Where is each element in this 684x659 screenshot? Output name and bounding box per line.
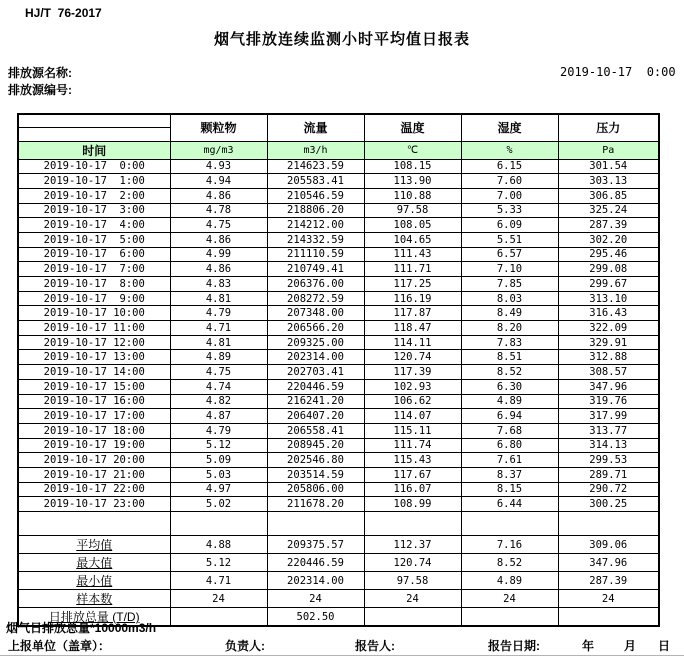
- table-row: [18, 247, 659, 262]
- time-cell: 2019-10-17 15:00: [18, 379, 170, 394]
- pressure-value-cell: 314.13: [558, 438, 659, 453]
- summary-pressure-cell: 287.39: [558, 572, 659, 590]
- pm-value-cell: 4.81: [170, 335, 267, 350]
- pressure-value-cell: 316.43: [558, 306, 659, 321]
- flow-value-cell: 208272.59: [267, 291, 364, 306]
- humidity-value-cell: 7.68: [461, 423, 558, 438]
- pressure-value-cell: 313.10: [558, 291, 659, 306]
- pressure-value-cell: 289.71: [558, 467, 659, 482]
- time-cell: 2019-10-17 20:00: [18, 453, 170, 468]
- flow-value-cell: 210749.41: [267, 262, 364, 277]
- flow-value-cell: 214332.59: [267, 232, 364, 247]
- humidity-value-cell: 7.60: [461, 174, 558, 189]
- humidity-value-cell: 6.15: [461, 159, 558, 174]
- time-cell: 2019-10-17 3:00: [18, 203, 170, 218]
- flow-value-cell: 216241.20: [267, 394, 364, 409]
- summary-temperature-cell: 97.58: [364, 572, 461, 590]
- humidity-value-cell: 7.83: [461, 335, 558, 350]
- table-row: [18, 321, 659, 336]
- hourly-data-rows: [18, 159, 659, 512]
- spacer-row: [18, 512, 659, 536]
- responsible-person-label: 负责人:: [225, 639, 265, 653]
- day-label: 日: [658, 639, 671, 653]
- time-cell: 2019-10-17 10:00: [18, 306, 170, 321]
- flow-value-cell: 206407.20: [267, 409, 364, 424]
- temperature-value-cell: 115.43: [364, 453, 461, 468]
- table-row: [18, 203, 659, 218]
- humidity-value-cell: 8.03: [461, 291, 558, 306]
- humidity-value-cell: 6.80: [461, 438, 558, 453]
- spacer-cell: [18, 512, 170, 536]
- humidity-value-cell: 7.00: [461, 188, 558, 203]
- summary-pm-cell: 4.88: [170, 536, 267, 554]
- table-row: [18, 409, 659, 424]
- flow-value-cell: 210546.59: [267, 188, 364, 203]
- pm-value-cell: 5.09: [170, 453, 267, 468]
- time-cell: 2019-10-17 23:00: [18, 497, 170, 512]
- temperature-value-cell: 111.71: [364, 262, 461, 277]
- summary-row: [18, 536, 659, 554]
- reporter-label: 报告人:: [355, 639, 395, 653]
- column-header-pressure: 压力: [558, 114, 659, 141]
- humidity-value-cell: 8.20: [461, 321, 558, 336]
- humidity-value-cell: 6.57: [461, 247, 558, 262]
- temperature-value-cell: 108.05: [364, 218, 461, 233]
- temperature-value-cell: 114.07: [364, 409, 461, 424]
- summary-pm-cell: 4.71: [170, 572, 267, 590]
- time-cell: 2019-10-17 13:00: [18, 350, 170, 365]
- humidity-value-cell: 7.10: [461, 262, 558, 277]
- report-datetime: 2019-10-17 0:00: [560, 65, 676, 79]
- temperature-value-cell: 115.11: [364, 423, 461, 438]
- pm-value-cell: 5.03: [170, 467, 267, 482]
- spacer-cell: [461, 512, 558, 536]
- table-row: [18, 188, 659, 203]
- summary-temperature-cell: 112.37: [364, 536, 461, 554]
- flow-value-cell: 206566.20: [267, 321, 364, 336]
- pm-value-cell: 4.79: [170, 306, 267, 321]
- temperature-value-cell: 113.90: [364, 174, 461, 189]
- summary-label-cell: 最小值: [18, 572, 170, 590]
- flow-value-cell: 214623.59: [267, 159, 364, 174]
- pm-value-cell: 4.86: [170, 188, 267, 203]
- pressure-value-cell: 306.85: [558, 188, 659, 203]
- flow-value-cell: 202314.00: [267, 350, 364, 365]
- time-cell: 2019-10-17 17:00: [18, 409, 170, 424]
- table-row: [18, 379, 659, 394]
- flow-value-cell: 208945.20: [267, 438, 364, 453]
- pm-value-cell: 4.83: [170, 277, 267, 292]
- summary-row: [18, 554, 659, 572]
- pm-value-cell: 4.81: [170, 291, 267, 306]
- source-code-label: 排放源编号:: [8, 83, 72, 97]
- summary-rows: [18, 536, 659, 627]
- pm-value-cell: 4.82: [170, 394, 267, 409]
- column-header-pm: 颗粒物: [170, 114, 267, 141]
- humidity-value-cell: 8.51: [461, 350, 558, 365]
- temperature-value-cell: 116.07: [364, 482, 461, 497]
- temperature-value-cell: 117.67: [364, 467, 461, 482]
- summary-row: [18, 590, 659, 608]
- pressure-value-cell: 299.67: [558, 277, 659, 292]
- temperature-value-cell: 114.11: [364, 335, 461, 350]
- temperature-value-cell: 117.39: [364, 365, 461, 380]
- flow-value-cell: 214212.00: [267, 218, 364, 233]
- pressure-value-cell: 290.72: [558, 482, 659, 497]
- spacer-cell: [364, 512, 461, 536]
- temperature-value-cell: 116.19: [364, 291, 461, 306]
- time-cell: 2019-10-17 12:00: [18, 335, 170, 350]
- pm-value-cell: 4.86: [170, 262, 267, 277]
- table-row: [18, 174, 659, 189]
- pm-value-cell: 4.75: [170, 218, 267, 233]
- time-cell: 2019-10-17 16:00: [18, 394, 170, 409]
- summary-humidity-cell: 4.89: [461, 572, 558, 590]
- report-date-label: 报告日期:: [488, 639, 540, 653]
- temperature-value-cell: 118.47: [364, 321, 461, 336]
- spacer-section: [18, 512, 659, 536]
- table-row: [18, 218, 659, 233]
- pm-value-cell: 4.97: [170, 482, 267, 497]
- standard-code: HJ/T 76-2017: [25, 6, 102, 20]
- time-cell: 2019-10-17 19:00: [18, 438, 170, 453]
- column-header-flow: 流量: [267, 114, 364, 141]
- time-cell: 2019-10-17 18:00: [18, 423, 170, 438]
- pm-value-cell: 4.99: [170, 247, 267, 262]
- header-row-top: [18, 114, 659, 128]
- pressure-value-cell: 295.46: [558, 247, 659, 262]
- humidity-value-cell: 8.37: [461, 467, 558, 482]
- time-cell: 2019-10-17 14:00: [18, 365, 170, 380]
- pm-value-cell: 4.71: [170, 321, 267, 336]
- pressure-value-cell: 347.96: [558, 379, 659, 394]
- table-row: [18, 159, 659, 174]
- temperature-value-cell: 108.99: [364, 497, 461, 512]
- humidity-value-cell: 4.89: [461, 394, 558, 409]
- flow-value-cell: 202703.41: [267, 365, 364, 380]
- flow-value-cell: 209325.00: [267, 335, 364, 350]
- spacer-cell: [170, 512, 267, 536]
- humidity-value-cell: 7.61: [461, 453, 558, 468]
- summary-pressure-cell: 309.06: [558, 536, 659, 554]
- pm-value-cell: 4.89: [170, 350, 267, 365]
- summary-humidity-cell: 24: [461, 590, 558, 608]
- table-row: [18, 438, 659, 453]
- bottom-divider: [0, 655, 684, 656]
- humidity-value-cell: 6.94: [461, 409, 558, 424]
- flow-value-cell: 205583.41: [267, 174, 364, 189]
- pressure-value-cell: 308.57: [558, 365, 659, 380]
- flow-value-cell: 206376.00: [267, 277, 364, 292]
- unit-pressure: Pa: [558, 141, 659, 159]
- time-cell: 2019-10-17 9:00: [18, 291, 170, 306]
- summary-flow-cell: 502.50: [267, 608, 364, 627]
- summary-flow-cell: 220446.59: [267, 554, 364, 572]
- pressure-value-cell: 302.20: [558, 232, 659, 247]
- humidity-value-cell: 6.30: [461, 379, 558, 394]
- pm-value-cell: 4.87: [170, 409, 267, 424]
- summary-flow-cell: 202314.00: [267, 572, 364, 590]
- summary-label-cell: 平均值: [18, 536, 170, 554]
- temperature-value-cell: 108.15: [364, 159, 461, 174]
- pressure-value-cell: 317.99: [558, 409, 659, 424]
- humidity-value-cell: 8.15: [461, 482, 558, 497]
- table-row: [18, 232, 659, 247]
- summary-humidity-cell: 8.52: [461, 554, 558, 572]
- pressure-value-cell: 287.39: [558, 218, 659, 233]
- pm-value-cell: 4.86: [170, 232, 267, 247]
- time-cell: 2019-10-17 7:00: [18, 262, 170, 277]
- table-row: [18, 277, 659, 292]
- pressure-value-cell: 303.13: [558, 174, 659, 189]
- table-row: [18, 365, 659, 380]
- summary-pm-cell: [170, 608, 267, 627]
- unit-temperature: ℃: [364, 141, 461, 159]
- summary-temperature-cell: [364, 608, 461, 627]
- table-header: [18, 114, 659, 159]
- column-header-temperature: 温度: [364, 114, 461, 141]
- temperature-value-cell: 106.62: [364, 394, 461, 409]
- flow-value-cell: 211110.59: [267, 247, 364, 262]
- source-name-label: 排放源名称:: [8, 66, 72, 80]
- unit-pm: mg/m3: [170, 141, 267, 159]
- pressure-value-cell: 300.25: [558, 497, 659, 512]
- report-unit-label: 上报单位（盖章）：: [8, 639, 111, 653]
- humidity-value-cell: 5.51: [461, 232, 558, 247]
- time-cell: 2019-10-17 0:00: [18, 159, 170, 174]
- header-empty-cell-top: [18, 114, 170, 128]
- monitoring-table: [17, 113, 660, 627]
- humidity-value-cell: 7.85: [461, 277, 558, 292]
- summary-row: [18, 572, 659, 590]
- temperature-value-cell: 97.58: [364, 203, 461, 218]
- pm-value-cell: 4.74: [170, 379, 267, 394]
- humidity-value-cell: 8.49: [461, 306, 558, 321]
- pressure-value-cell: 325.24: [558, 203, 659, 218]
- temperature-value-cell: 111.43: [364, 247, 461, 262]
- summary-flow-cell: 24: [267, 590, 364, 608]
- summary-pm-cell: 5.12: [170, 554, 267, 572]
- table-row: [18, 423, 659, 438]
- temperature-value-cell: 120.74: [364, 350, 461, 365]
- temperature-value-cell: 102.93: [364, 379, 461, 394]
- table-row: [18, 306, 659, 321]
- spacer-cell: [267, 512, 364, 536]
- year-label: 年: [582, 639, 595, 653]
- time-cell: 2019-10-17 5:00: [18, 232, 170, 247]
- pressure-value-cell: 329.91: [558, 335, 659, 350]
- pm-value-cell: 4.78: [170, 203, 267, 218]
- flow-value-cell: 211678.20: [267, 497, 364, 512]
- pressure-value-cell: 299.53: [558, 453, 659, 468]
- table-row: [18, 482, 659, 497]
- pressure-value-cell: 313.77: [558, 423, 659, 438]
- summary-label-cell: 日排放总量 (T/D): [18, 608, 170, 627]
- pressure-value-cell: 299.08: [558, 262, 659, 277]
- time-cell: 2019-10-17 11:00: [18, 321, 170, 336]
- table-row: [18, 291, 659, 306]
- flow-value-cell: 207348.00: [267, 306, 364, 321]
- summary-temperature-cell: 120.74: [364, 554, 461, 572]
- summary-label-cell: 样本数: [18, 590, 170, 608]
- time-cell: 2019-10-17 4:00: [18, 218, 170, 233]
- flow-value-cell: 206558.41: [267, 423, 364, 438]
- summary-pressure-cell: [558, 608, 659, 627]
- time-cell: 2019-10-17 21:00: [18, 467, 170, 482]
- temperature-value-cell: 110.88: [364, 188, 461, 203]
- pressure-value-cell: 322.09: [558, 321, 659, 336]
- summary-pressure-cell: 24: [558, 590, 659, 608]
- pm-value-cell: 5.02: [170, 497, 267, 512]
- spacer-cell: [558, 512, 659, 536]
- summary-flow-cell: 209375.57: [267, 536, 364, 554]
- flow-value-cell: 218806.20: [267, 203, 364, 218]
- temperature-value-cell: 104.65: [364, 232, 461, 247]
- column-header-humidity: 湿度: [461, 114, 558, 141]
- table-row: [18, 335, 659, 350]
- time-cell: 2019-10-17 8:00: [18, 277, 170, 292]
- time-column-header: 时间: [18, 141, 170, 159]
- time-cell: 2019-10-17 22:00: [18, 482, 170, 497]
- header-empty-cell-bottom: [18, 128, 170, 142]
- pressure-value-cell: 319.76: [558, 394, 659, 409]
- temperature-value-cell: 117.25: [364, 277, 461, 292]
- time-cell: 2019-10-17 6:00: [18, 247, 170, 262]
- pm-value-cell: 4.94: [170, 174, 267, 189]
- time-cell: 2019-10-17 2:00: [18, 188, 170, 203]
- summary-pressure-cell: 347.96: [558, 554, 659, 572]
- table-row: [18, 350, 659, 365]
- pressure-value-cell: 312.88: [558, 350, 659, 365]
- humidity-value-cell: 6.44: [461, 497, 558, 512]
- summary-label-cell: 最大值: [18, 554, 170, 572]
- humidity-value-cell: 8.52: [461, 365, 558, 380]
- month-label: 月: [624, 639, 637, 653]
- table-row: [18, 262, 659, 277]
- table-row: [18, 453, 659, 468]
- flow-value-cell: 203514.59: [267, 467, 364, 482]
- flow-value-cell: 205806.00: [267, 482, 364, 497]
- page-title: 烟气排放连续监测小时平均值日报表: [213, 31, 470, 48]
- table-row: [18, 394, 659, 409]
- humidity-value-cell: 6.09: [461, 218, 558, 233]
- summary-humidity-cell: [461, 608, 558, 627]
- temperature-value-cell: 111.74: [364, 438, 461, 453]
- flow-value-cell: 202546.80: [267, 453, 364, 468]
- table-row: [18, 467, 659, 482]
- unit-header-row: [18, 141, 659, 159]
- summary-temperature-cell: 24: [364, 590, 461, 608]
- pm-value-cell: 4.75: [170, 365, 267, 380]
- pm-value-cell: 5.12: [170, 438, 267, 453]
- unit-humidity: %: [461, 141, 558, 159]
- flow-value-cell: 220446.59: [267, 379, 364, 394]
- pm-value-cell: 4.79: [170, 423, 267, 438]
- total-emission-note: 烟气日排放总量*10000m3/h: [6, 621, 157, 635]
- summary-humidity-cell: 7.16: [461, 536, 558, 554]
- time-cell: 2019-10-17 1:00: [18, 174, 170, 189]
- pressure-value-cell: 301.54: [558, 159, 659, 174]
- temperature-value-cell: 117.87: [364, 306, 461, 321]
- humidity-value-cell: 5.33: [461, 203, 558, 218]
- unit-flow: m3/h: [267, 141, 364, 159]
- pm-value-cell: 4.93: [170, 159, 267, 174]
- table-row: [18, 497, 659, 512]
- summary-pm-cell: 24: [170, 590, 267, 608]
